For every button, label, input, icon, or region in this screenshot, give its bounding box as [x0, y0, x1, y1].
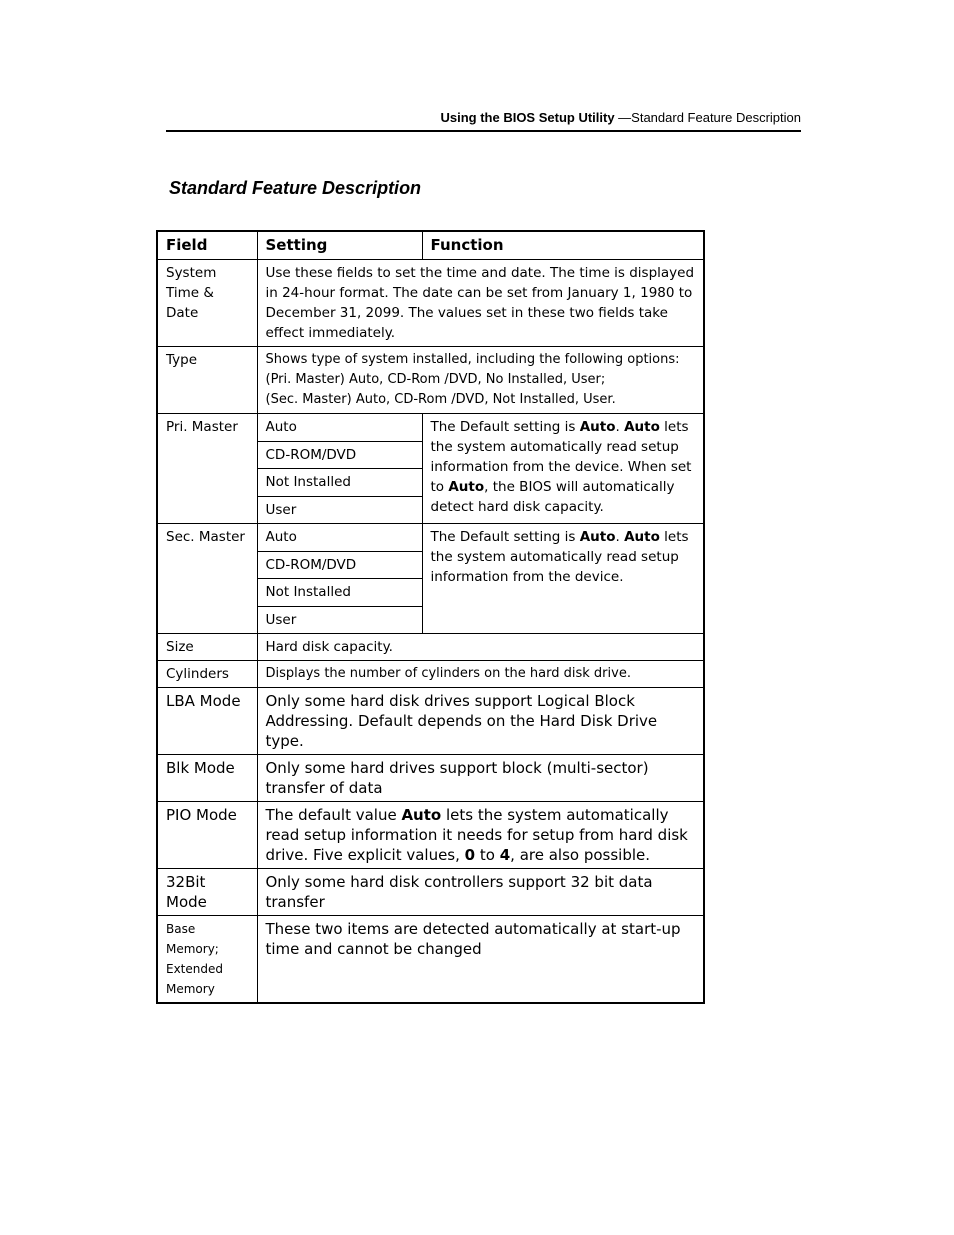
table-row: [157, 524, 704, 552]
sec-setting-user: User: [257, 606, 422, 634]
section-title: Standard Feature Description: [169, 178, 422, 198]
pri-fn-g: , the BIOS will automatically detect hard disk capacity.: [430, 479, 675, 515]
pri-setting-not-installed: Not Installed: [257, 469, 422, 497]
field-size: Size: [157, 634, 257, 661]
sec-setting-auto: Auto: [257, 524, 422, 552]
field-pri-master: Pri. Master: [157, 414, 257, 524]
field-type: Type: [157, 347, 257, 414]
header-rest: —Standard Feature Description: [614, 110, 801, 125]
field-pio-mode: PIO Mode: [157, 802, 257, 869]
sec-fn-c: .: [615, 529, 625, 545]
sec-setting-cdrom: CD-ROM/DVD: [257, 551, 422, 579]
pri-fn-e: lets the system automatically read setup information from the device. When set to: [430, 419, 692, 495]
pio-f: 4: [499, 846, 511, 864]
header-field: Field: [157, 231, 257, 260]
table-row: [157, 755, 704, 802]
pio-d: 0: [464, 846, 476, 864]
desc-system-time: Use these fields to set the time and date. The time is displayed in 24-hour format. The date can be set from January 1, 1980 to December 31, 2099. The values set in these two fields take effect immediately.: [257, 260, 704, 347]
type-line-3: (Sec. Master) Auto, CD-Rom /DVD, Not Installed, User.: [265, 392, 616, 407]
table-row: [157, 802, 704, 869]
pri-fn-b: Auto: [579, 419, 616, 435]
sec-setting-not-installed: Not Installed: [257, 579, 422, 607]
table-row: [157, 414, 704, 442]
field-sec-master: Sec. Master: [157, 524, 257, 634]
header-bold: Using the BIOS Setup Utility: [440, 110, 615, 125]
pio-g: , are also possible.: [510, 846, 651, 864]
table-row: [157, 661, 704, 688]
feature-table: [156, 230, 705, 1004]
table-row: [157, 634, 704, 661]
pio-e: to: [475, 846, 500, 864]
running-header: [166, 110, 801, 132]
desc-base-memory: These two items are detected automatically at start-up time and cannot be changed: [257, 916, 704, 1004]
pio-b: Auto: [401, 806, 442, 824]
pio-c: lets the system automatically read setup information it needs for setup from hard disk drive. Five explicit values,: [265, 806, 688, 864]
field-system-time: System Time & Date: [157, 260, 257, 347]
sec-fn-a: The Default setting is: [430, 529, 580, 545]
pri-fn-d: Auto: [624, 419, 660, 435]
pri-fn-f: Auto: [448, 479, 485, 495]
desc-pio-mode: [257, 802, 704, 869]
desc-size: Hard disk capacity.: [257, 634, 704, 661]
pio-a: The default value: [265, 806, 402, 824]
field-blk-mode: Blk Mode: [157, 755, 257, 802]
field-cylinders: Cylinders: [157, 661, 257, 688]
table-header-row: [157, 231, 704, 260]
desc-blk-mode: Only some hard drives support block (multi-sector) transfer of data: [257, 755, 704, 802]
field-32bit-mode: 32Bit Mode: [157, 869, 257, 916]
sec-fn-e: lets the system automatically read setup information from the device.: [430, 529, 689, 585]
field-lba-mode: LBA Mode: [157, 688, 257, 755]
type-line-1: Shows type of system installed, including the following options:: [265, 352, 680, 367]
pri-setting-user: User: [257, 496, 422, 524]
table-row: [157, 688, 704, 755]
header-setting: Setting: [257, 231, 422, 260]
header-function: Function: [422, 231, 704, 260]
pri-master-function: [422, 414, 704, 524]
desc-cylinders: Displays the number of cylinders on the hard disk drive.: [257, 661, 704, 688]
pri-setting-cdrom: CD-ROM/DVD: [257, 441, 422, 469]
sec-master-function: [422, 524, 704, 634]
desc-type: [257, 347, 704, 414]
desc-lba-mode: Only some hard disk drives support Logical Block Addressing. Default depends on the Hard Disk Drive type.: [257, 688, 704, 755]
table-row: [157, 347, 704, 414]
field-base-memory: Base Memory; Extended Memory: [157, 916, 257, 1004]
pri-setting-auto: Auto: [257, 414, 422, 442]
pri-fn-a: The Default setting is: [430, 419, 580, 435]
sec-fn-d: Auto: [624, 529, 660, 545]
desc-32bit-mode: Only some hard disk controllers support 32 bit data transfer: [257, 869, 704, 916]
table-row: [157, 260, 704, 347]
type-line-2: (Pri. Master) Auto, CD-Rom /DVD, No Installed, User;: [265, 372, 606, 387]
table-row: [157, 869, 704, 916]
pri-fn-c: .: [615, 419, 625, 435]
sec-fn-b: Auto: [579, 529, 616, 545]
table-row: [157, 916, 704, 1004]
